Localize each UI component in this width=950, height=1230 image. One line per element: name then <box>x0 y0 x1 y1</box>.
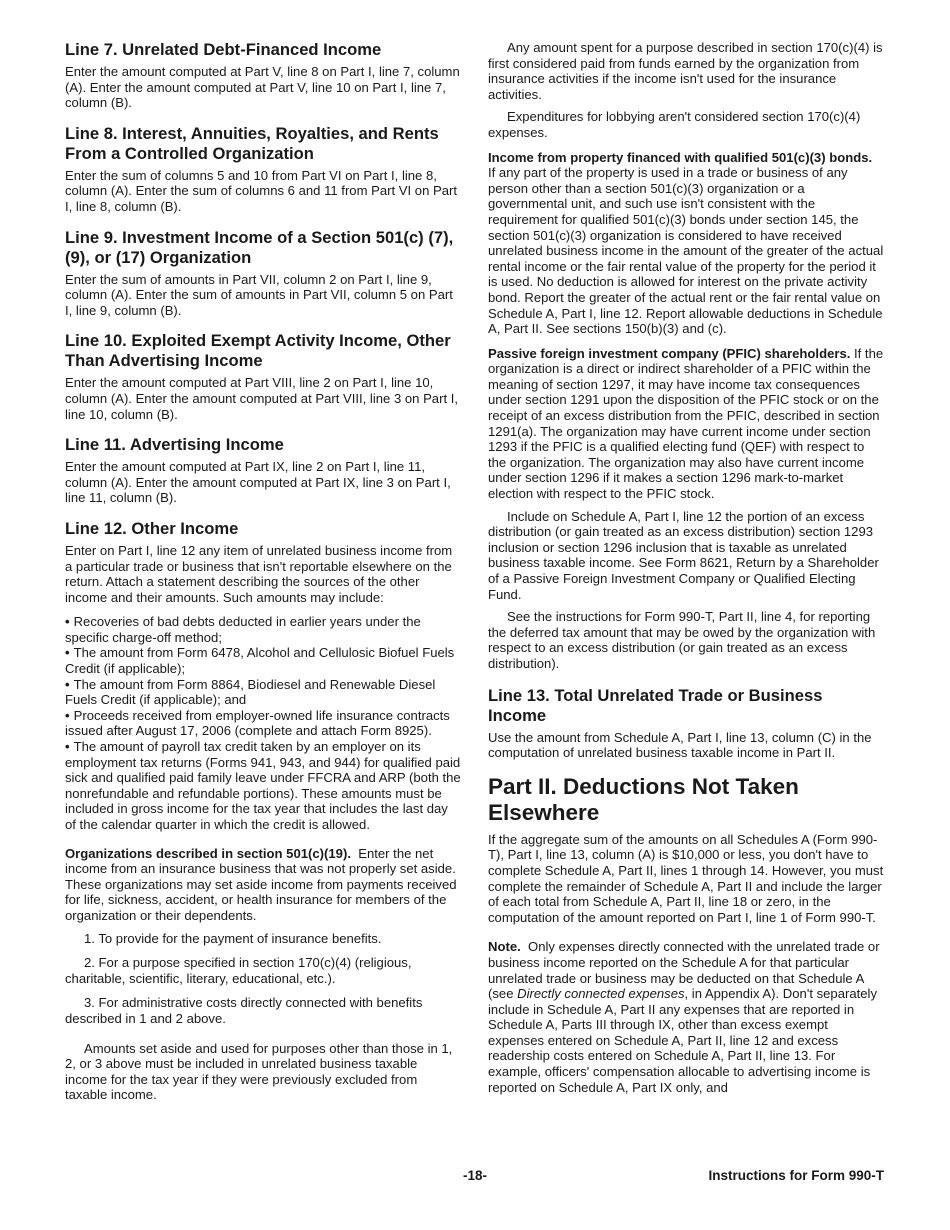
pfic-paragraph: Passive foreign investment company (PFIC) shareholders. If the organization is a direct or indirect shareholder of a PFIC within the meaning of section 1297, it may have income tax consequences under section 1291 upon the disposition of the PFIC stock or on the receipt of an excess distribution from the PFIC, described in section 1291(a). The organization may have current income under section 1293 if the PFIC is a qualified electing fund (QEF) with respect to the organization. The organization may also have current income under section 1296 if it makes a section 1296 mark-to-market election with respect to the PFIC stock. <box>488 345 884 502</box>
bullet-icon: • <box>65 707 70 723</box>
paragraph: See the instructions for Form 990-T, Part II, line 4, for reporting the deferred tax amount that may be owed by the organization with respect to an excess distribution (or gain treated as an excess distribution). <box>488 609 876 671</box>
left-column <box>65 40 461 1110</box>
section-body: Enter the amount computed at Part V, line 8 on Part I, line 7, column (A). Enter the amount computed at Part V, line 10 on Part I, line 7, column (B). <box>65 64 460 111</box>
list-item: • Recoveries of bad debts deducted in earlier years under the specific charge-off method; <box>65 614 421 645</box>
bullet-list <box>65 614 461 832</box>
run-in-heading: Note. <box>488 939 521 955</box>
bullet-icon: • <box>65 614 70 630</box>
list-item: • The amount from Form 6478, Alcohol and Cellulosic Biofuel Fuels Credit (if applicable); <box>65 645 455 677</box>
part-heading: Part II. Deductions Not Taken Elsewhere <box>488 773 799 825</box>
org-501c19-section <box>65 846 461 1103</box>
list-item: • The amount of payroll tax credit taken by an employer on its employment tax returns (Forms 941, 943, and 944) for qualified paid sick and qualified paid family leave under FFCRA and ARP (both the nonrefundable and refundable portions). These amounts must be included in gross income for the tax year that includes the last day of the calendar quarter in which the credit is allowed. <box>65 739 461 832</box>
numbered-item: 2. For a purpose specified in section 170(c)(4) (religious, charitable, scientific, literary, educational, etc.). <box>65 955 412 986</box>
run-in-heading: Organizations described in section 501(c)(19). <box>65 845 351 861</box>
bullet-icon: • <box>65 645 70 661</box>
section-body: If the aggregate sum of the amounts on all Schedules A (Form 990-T), Part I, line 13, column (A) is $10,000 or less, you don't have to complete Schedule A, Part II, lines 1 through 14. However, you must complete the remainder of Schedule A, Part II and include the larger of each total from Schedule A, Part II, line 18 or zero, in the computation of the amount reported on Part I, line 1 of Form 990-T. <box>488 831 884 925</box>
line-13-section <box>488 686 884 761</box>
section-body: Enter the sum of amounts in Part VII, column 2 on Part I, line 9, column (A). Enter the sum of amounts in Part VII, column 5 on Part I, line 9, column (B). <box>65 271 453 318</box>
section-heading: Line 9. Investment Income of a Section 501(c) (7), (9), or (17) Organization <box>65 227 454 267</box>
bullet-icon: • <box>65 676 70 692</box>
run-in-heading: Passive foreign investment company (PFIC) shareholders. <box>488 345 851 361</box>
section-heading: Line 7. Unrelated Debt-Financed Income <box>65 40 382 59</box>
section-body: Enter on Part I, line 12 any item of unrelated business income from a particular trade or business that isn't reportable elsewhere on the return. Attach a statement describing the sources of the other income and their amounts. Such amounts may include: <box>65 542 453 605</box>
section-body: Use the amount from Schedule A, Part I, line 13, column (C) in the computation of unrelated business taxable income in Part II. <box>488 729 872 761</box>
numbered-item: 1. To provide for the payment of insurance benefits. <box>84 930 382 946</box>
bonds-paragraph: Income from property financed with qualified 501(c)(3) bonds. If any part of the property is used in a trade or business of any person other than a section 501(c)(3) organization or a governmental unit, and such use isn't consistent with the requirement for qualified 501(c)(3) bonds under section 145, the section 501(c)(3) organization is considered to have received unrelated business income in the amount of the greater of the actual rental income or the fair rental value of the property for the period it is used. No deduction is allowed for interest on the private activity bond. Report the greater of the actual rent or the fair rental value on Schedule A, Part I, line 12. Report allowable deductions in Schedule A, Part II. See sections 150(b)(3) and (c). <box>488 149 884 337</box>
part-2-section <box>488 774 884 1096</box>
line-8-section <box>65 124 461 215</box>
footer-form-title: Instructions for Form 990-T <box>708 1168 884 1183</box>
line-11-section <box>65 435 461 506</box>
page-number: -18- <box>462 1168 487 1183</box>
line-7-section <box>65 40 461 111</box>
list-item: • The amount from Form 8864, Biodiesel and Renewable Diesel Fuels Credit (if applicable); and <box>65 676 436 708</box>
paragraph: Expenditures for lobbying aren't considered section 170(c)(4) expenses. <box>488 109 861 140</box>
run-in-heading: Income from property financed with qualified 501(c)(3) bonds. <box>488 149 873 165</box>
section-body: Enter the sum of columns 5 and 10 from Part VI on Part I, line 8, column (A). Enter the sum of columns 6 and 11 from Part VI on Part I, line 8, column (B). <box>65 167 458 214</box>
list-item: • Proceeds received from employer-owned life insurance contracts issued after August 17, 2006 (complete and attach Form 8925). <box>65 707 450 739</box>
italic-term: Directly connected expenses <box>517 986 685 1002</box>
section-body: Enter the amount computed at Part VIII, line 2 on Part I, line 10, column (A). Enter the amount computed at Part VIII, line 3 on Part I, line 10, column (B). <box>65 375 459 422</box>
line-9-section <box>65 228 461 319</box>
section-body: Organizations described in section 501(c)(19). Enter the net income from an insurance business that was not properly set aside. These organizations may set aside income from payments received for life, sickness, accident, or health insurance for members of the organization or their dependents. <box>65 845 457 923</box>
paragraph: Include on Schedule A, Part I, line 12 the portion of an excess distribution (or gain treated as an excess distribution) section 1293 inclusion or section 1296 inclusion that is taxable as unrelated business taxable income. See Form 8621, Return by a Shareholder of a Passive Foreign Investment Company or Qualified Electing Fund. <box>488 508 879 602</box>
paragraph: Any amount spent for a purpose described in section 170(c)(4) is first considered paid from funds earned by the organization from insurance activities if the income isn't used for the insurance activities. <box>488 40 883 102</box>
section-heading: Line 8. Interest, Annuities, Royalties, and Rents From a Controlled Organization <box>65 123 439 163</box>
section-heading: Line 12. Other Income <box>65 518 239 538</box>
note-paragraph: Note. Only expenses directly connected with the unrelated trade or business income reported on the Schedule A for that particular unrelated trade or business may be deducted on that Schedule A (see Directly connected expenses, in Appendix A). Don't separately include in Schedule A, Part II any expenses that are reported in Schedule A, Parts III through IX, other than excess exempt expenses entered on Schedule A, Part II, line 12 and excess readership costs entered on Schedule A, Part II, line 13. For example, officers' compensation allocable to advertising income is reported on Schedule A, Part IX only, and <box>488 939 880 1095</box>
right-column <box>488 40 884 1102</box>
bullet-icon: • <box>65 739 70 755</box>
section-heading: Line 10. Exploited Exempt Activity Income, Other Than Advertising Income <box>65 331 451 371</box>
section-body: Enter the amount computed at Part IX, line 2 on Part I, line 11, column (A). Enter the amount computed at Part IX, line 3 on Part I, line 11, column (B). <box>65 459 451 506</box>
section-body: Amounts set aside and used for purposes other than those in 1, 2, or 3 above must be included in unrelated business taxable income for the tax year if they were previously excluded from taxable income. <box>65 1040 453 1103</box>
section-heading: Line 13. Total Unrelated Trade or Business Income <box>488 685 823 725</box>
line-12-section <box>65 519 461 833</box>
line-10-section <box>65 331 461 422</box>
numbered-item: 3. For administrative costs directly connected with benefits described in 1 and 2 above. <box>65 995 423 1026</box>
section-heading: Line 11. Advertising Income <box>65 435 284 455</box>
